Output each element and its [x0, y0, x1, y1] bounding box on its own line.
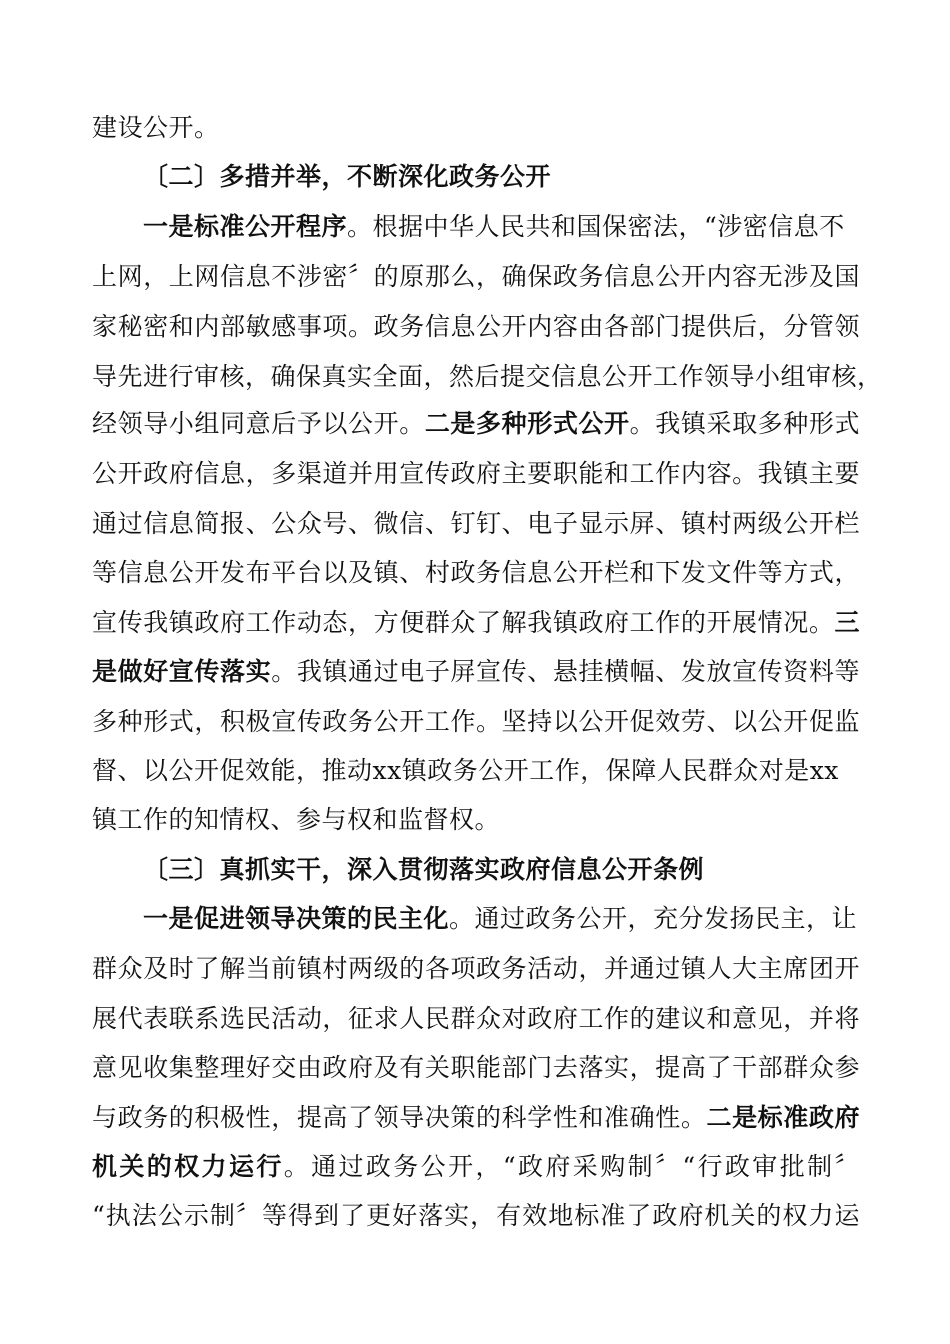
text-line: 公开政府信息，多渠道并用宣传政府主要职能和工作内容。我镇主要: [92, 459, 860, 488]
text-run: 宣传我镇政府工作动态，方便群众了解我镇政府工作的开展情况。: [92, 608, 835, 637]
text-run: 。根据中华人民共和国保密法，“涉密信息不: [347, 212, 845, 241]
text-line: “执法公示制〞等得到了更好落实，有效地标准了政府机关的权力运: [92, 1201, 860, 1230]
text-run: 与政务的积极性，提高了领导决策的科学性和准确性。: [92, 1103, 707, 1132]
section-heading-3: 〔三〕真抓实干，深入贯彻落实政府信息公开条例: [143, 855, 705, 884]
text-run: 建设公开。: [92, 113, 220, 142]
text-line: [92, 407, 860, 441]
text-line: 展代表联系选民活动，征求人民群众对政府工作的建议和意见，并将: [92, 1004, 860, 1033]
text-line: [143, 902, 857, 936]
text-line: 意见收集整理好交由政府及有关职能部门去落实，提高了干部群众参: [92, 1053, 860, 1082]
text-line: [92, 655, 860, 689]
text-line: [92, 606, 860, 640]
bold-lead: 一是促进领导决策的民主化: [143, 904, 450, 933]
text-line: 家秘密和内部敏感事项。政务信息公开内容由各部门提供后，分管领: [92, 312, 860, 341]
text-line: [92, 111, 220, 145]
text-line: 多种形式，积极宣传政务公开工作。坚持以公开促效劳、以公开促监: [92, 707, 860, 736]
text-run: 。通过政务公开，“政府采购制〞“行政审批制〞: [283, 1152, 860, 1181]
bold-lead: 机关的权力运行: [92, 1152, 284, 1181]
text-run: 。我镇通过电子屏宣传、悬挂横幅、发放宣传资料等: [271, 657, 860, 686]
bold-lead: 是做好宣传落实: [92, 657, 272, 686]
text-line: [143, 210, 845, 244]
bold-lead: 二是多种形式公开: [424, 409, 630, 438]
text-line: 镇工作的知情权、参与权和监督权。: [92, 805, 501, 834]
text-line: 通过信息简报、公众号、微信、钉钉、电子显示屏、镇村两级公开栏: [92, 509, 860, 538]
text-line: 等信息公开发布平台以及镇、村政务信息公开栏和下发文件等方式，: [92, 558, 860, 587]
text-line: 上网，上网信息不涉密〞的原那么，确保政务信息公开内容无涉及国: [92, 262, 860, 291]
text-run: 。我镇采取多种形式: [629, 409, 860, 438]
bold-lead: 二是标准政府: [706, 1103, 860, 1132]
text-line: 督、以公开促效能，推动xx镇政务公开工作，保障人民群众对是xx: [92, 756, 839, 785]
text-line: 群众及时了解当前镇村两级的各项政务活动，并通过镇人大主席团开: [92, 954, 860, 983]
text-run: 经领导小组同意后予以公开。: [92, 409, 425, 438]
text-run: 。通过政务公开，充分发扬民主，让: [449, 904, 858, 933]
text-line: 导先进行审核，确保真实全面，然后提交信息公开工作领导小组审核，: [92, 362, 883, 391]
bold-lead: 三: [834, 608, 860, 637]
text-line: [92, 1150, 860, 1184]
text-line: [92, 1101, 860, 1135]
bold-lead: 一是标准公开程序: [143, 212, 348, 241]
section-heading-2: 〔二〕多措并举，不断深化政务公开: [143, 162, 552, 191]
